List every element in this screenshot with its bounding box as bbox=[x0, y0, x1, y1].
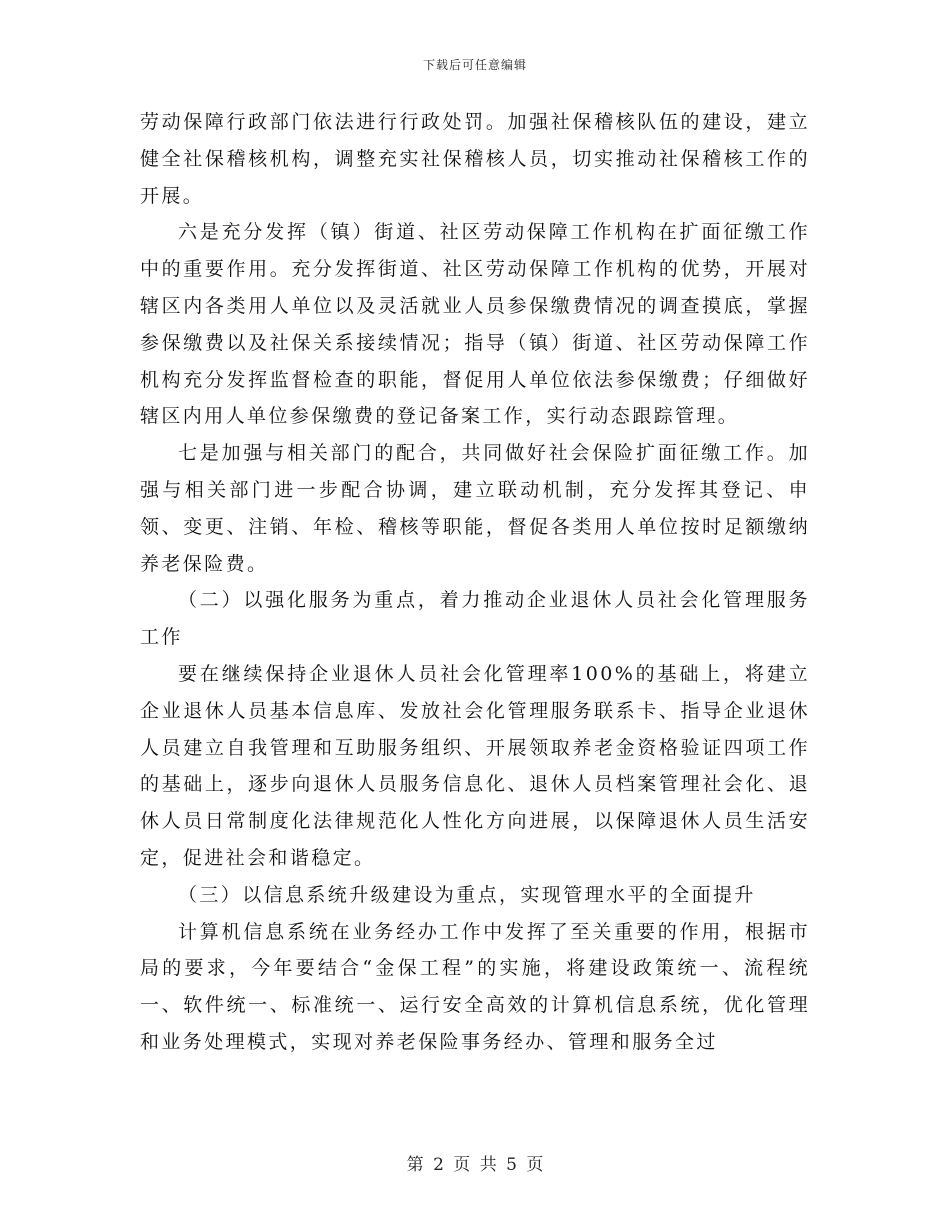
page-header: 下载后可任意编辑 bbox=[422, 58, 527, 72]
paragraph-item-six: 六是充分发挥（镇）街道、社区劳动保障工作机构在扩面征缴工作中的重要作用。充分发挥街道、社区劳动保障工作机构的优势，开展对辖区内各类用人单位以及灵活就业人员参保缴费情况的调查摸底，掌握参保缴费以及社保关系接续情况；指导（镇）街道、社区劳动保障工作机构充分发挥监督检查的职能，督促用人单位依法参保缴费；仔细做好辖区内用人单位参保缴费的登记备案工作，实行动态跟踪管理。 bbox=[140, 221, 810, 428]
section-heading-three: （三）以信息系统升级建设为重点，实现管理水平的全面提升 bbox=[178, 883, 756, 906]
document-body bbox=[140, 104, 810, 1061]
paragraph-item-seven: 七是加强与相关部门的配合，共同做好社会保险扩面征缴工作。加强与相关部门进一步配合协调，建立联动机制，充分发挥其登记、申领、变更、注销、年检、稽核等职能，督促各类用人单位按时足额缴纳养老保险费。 bbox=[140, 442, 810, 575]
page-footer: 第 2 页 共 5 页 bbox=[406, 1155, 544, 1175]
section-heading-two: （二）以强化服务为重点，着力推动企业退休人员社会化管理服务工作 bbox=[140, 589, 810, 649]
paragraph-retiree-management: 要在继续保持企业退休人员社会化管理率100%的基础上，将建立企业退休人员基本信息库、发放社会化管理服务联系卡、指导企业退休人员建立自我管理和互助服务组织、开展领取养老金资格验证四项工作的基础上，逐步向退休人员服务信息化、退休人员档案管理社会化、退休人员日常制度化法律规范化人性化方向进展，以保障退休人员生活安定，促进社会和谐稳定。 bbox=[140, 662, 810, 869]
paragraph-information-system: 计算机信息系统在业务经办工作中发挥了至关重要的作用，根据市局的要求，今年要结合“金保工程”的实施，将建设政策统一、流程统一、软件统一、标准统一、运行安全高效的计算机信息系统，优化管理和业务处理模式，实现对养老保险事务经办、管理和服务全过 bbox=[140, 920, 810, 1053]
paragraph-continuation: 劳动保障行政部门依法进行行政处罚。加强社保稽核队伍的建设，建立健全社保稽核机构，调整充实社保稽核人员，切实推动社保稽核工作的开展。 bbox=[140, 111, 810, 207]
